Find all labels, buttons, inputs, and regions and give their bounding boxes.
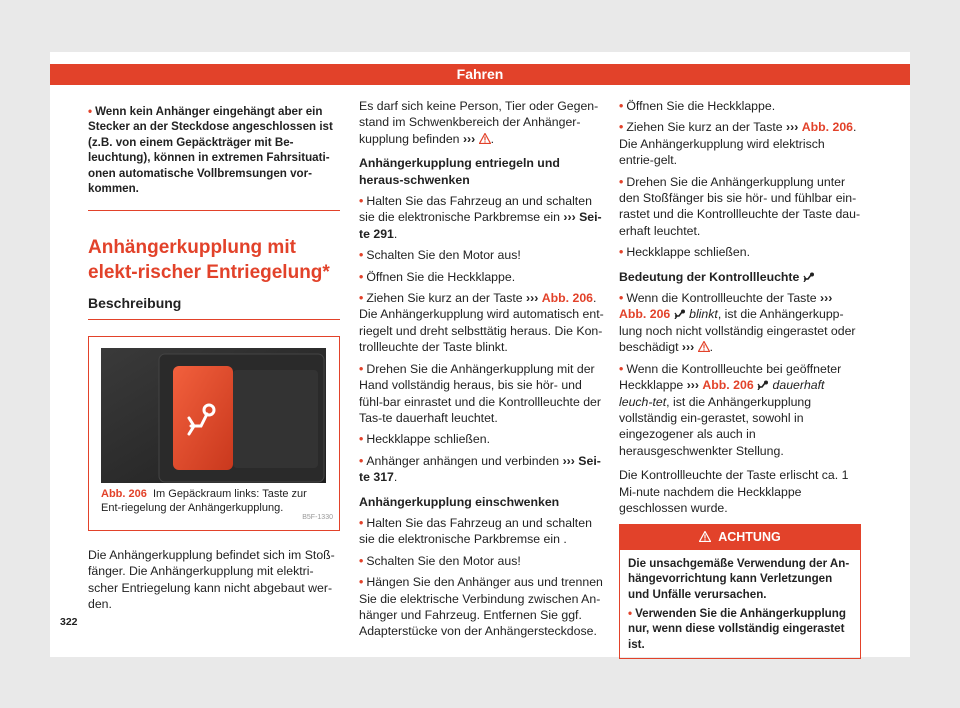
- figure-image: [101, 348, 326, 483]
- step: • Drehen Sie die Anhängerkupplung mit der Hand vollständig heraus, bis sie hör- und fühl-bar einrastet und die Kontrollleuchte der Tas-te dauerhaft leuchtet.: [359, 361, 601, 425]
- bullet-icon: •: [619, 174, 624, 189]
- paragraph: Die Kontrollleuchte der Taste erlischt ca. 1 Mi-nute nachdem die Heckklappe geschlossen wurde.: [619, 468, 849, 515]
- figure-link[interactable]: Abb. 206: [702, 378, 754, 393]
- tow-hitch-icon: [803, 272, 815, 282]
- step: • Hängen Sie den Anhänger aus und trennen Sie die elektrische Verbindung zwischen An-hänger und Fahrzeug. Entfernen Sie ggf. Adapterstücke von der Anhängersteckdose.: [359, 575, 603, 639]
- figure-code: B5F-1330: [300, 510, 335, 526]
- warning-box: [619, 524, 861, 659]
- figure-link[interactable]: Abb. 206: [801, 120, 854, 135]
- bullet-icon: •: [359, 291, 364, 306]
- warning-header: ACHTUNG: [620, 525, 860, 549]
- figure-link[interactable]: Abb. 206: [541, 291, 594, 306]
- heading-swing-in: Anhängerkupplung einschwenken: [359, 494, 560, 509]
- bullet-icon: •: [359, 553, 364, 568]
- step: • Ziehen Sie kurz an der Taste ››› Abb. 206. Die Anhängerkupplung wird automatisch ent-riegelt und dreht selbsttätig heraus. Die Kon-trollleuchte der Taste blinkt.: [359, 291, 604, 355]
- step: • Halten Sie das Fahrzeug an und schalten sie die elektronische Parkbremse ein ››› Sei-te 291.: [359, 194, 602, 241]
- description-text: Die Anhängerkupplung befindet sich im Stoß-fänger. Die Anhängerkupplung mit elektri-scher Entriegelung kann nicht abgebaut wer-den.: [88, 547, 335, 612]
- bullet-icon: •: [628, 606, 633, 620]
- bullet-icon: •: [619, 291, 624, 306]
- subsection-title: Beschreibung: [88, 295, 340, 319]
- heading-indicator: Bedeutung der Kontrollleuchte: [619, 269, 861, 285]
- warning-triangle-icon: [698, 341, 710, 352]
- figure-caption: Abb. 206 Im Gepäckraum links: Taste zur Ent-riegelung der Anhängerkupplung.: [101, 487, 307, 514]
- step: • Heckklappe schließen.: [359, 432, 491, 447]
- warning-triangle-icon: [479, 133, 491, 144]
- tow-hitch-icon: [674, 309, 686, 319]
- step: • Öffnen Sie die Heckklappe.: [619, 99, 776, 113]
- step: • Schalten Sie den Motor aus!: [359, 248, 521, 263]
- step: • Schalten Sie den Motor aus!: [359, 553, 521, 568]
- column-1: [88, 98, 340, 617]
- bullet-icon: •: [359, 194, 364, 209]
- warning-body: Die unsachgemäße Verwendung der An-hängevorrichtung kann Verletzungen und Unfälle verursachen. • Verwenden Sie die Anhängerkupplung nur, wenn diese vollständig eingerastet ist.: [628, 556, 850, 651]
- column-3: [619, 98, 861, 659]
- release-button-illustration: [101, 348, 326, 483]
- step: • Wenn die Kontrollleuchte bei geöffneter Heckklappe ››› Abb. 206 dauerhaft leuch-tet, ist die Anhängerkupplung vollständig ein-gerastet, sowohl in eingezogener als auch in herausgeschwenkter Stellung.: [619, 361, 842, 458]
- bullet-icon: •: [359, 575, 364, 590]
- bullet-icon: •: [359, 361, 364, 376]
- bullet-icon: •: [88, 105, 93, 118]
- bullet-icon: •: [359, 453, 364, 468]
- section-title: Anhängerkupplung mit elekt-rischer Entriegelung*: [88, 237, 330, 284]
- tow-hitch-icon: [757, 380, 769, 390]
- page-link[interactable]: Sei-te 317: [359, 453, 601, 485]
- step: • Ziehen Sie kurz an der Taste ››› Abb. 206. Die Anhängerkupplung wird elektrisch entrie-gelt.: [619, 120, 857, 168]
- warning-triangle-icon: [699, 531, 711, 542]
- bullet-icon: •: [359, 269, 364, 284]
- page-number: 322: [60, 616, 78, 628]
- bullet-icon: •: [619, 99, 624, 113]
- figure-link[interactable]: Abb. 206: [619, 307, 671, 322]
- heading-release: Anhängerkupplung entriegeln und heraus-schwenken: [359, 156, 560, 187]
- step: • Wenn die Kontrollleuchte der Taste ››› Abb. 206 blinkt, ist die Anhängerkupp-lung noch nicht vollständig eingerastet oder beschädigt ››› .: [619, 291, 856, 355]
- step: • Halten Sie das Fahrzeug an und schalten sie die elektronische Parkbremse ein .: [359, 515, 592, 547]
- bullet-icon: •: [619, 245, 624, 260]
- column-2: [359, 98, 604, 645]
- bullet-icon: •: [619, 120, 624, 135]
- step: • Drehen Sie die Anhängerkupplung unter den Stoßfänger bis sie hör- und fühlbar ein-rastet und die Kontrollleuchte der Taste dau-erhaft leuchtet.: [619, 174, 861, 238]
- step: • Anhänger anhängen und verbinden ››› Sei-te 317.: [359, 453, 601, 485]
- step: • Heckklappe schließen.: [619, 245, 751, 260]
- intro-warning: • Wenn kein Anhänger eingehängt aber ein Stecker an der Steckdose angeschlossen ist (z.B. von einem Gepäckträger mit Be-leuchtung), können in extremen Fahrsituati-onen automatische Vollbremsungen vor-kommen.: [88, 104, 340, 211]
- page-header: Fahren: [50, 64, 910, 85]
- step: • Öffnen Sie die Heckklappe.: [359, 269, 516, 284]
- paragraph: Es darf sich keine Person, Tier oder Gegen-stand im Schwenkbereich der Anhänger-kupplung befinden ››› .: [359, 99, 599, 146]
- figure-206: [88, 336, 340, 531]
- page-link[interactable]: Sei-te 291: [359, 210, 602, 241]
- bullet-icon: •: [359, 515, 364, 530]
- bullet-icon: •: [359, 432, 364, 447]
- bullet-icon: •: [359, 248, 364, 263]
- bullet-icon: •: [619, 361, 624, 376]
